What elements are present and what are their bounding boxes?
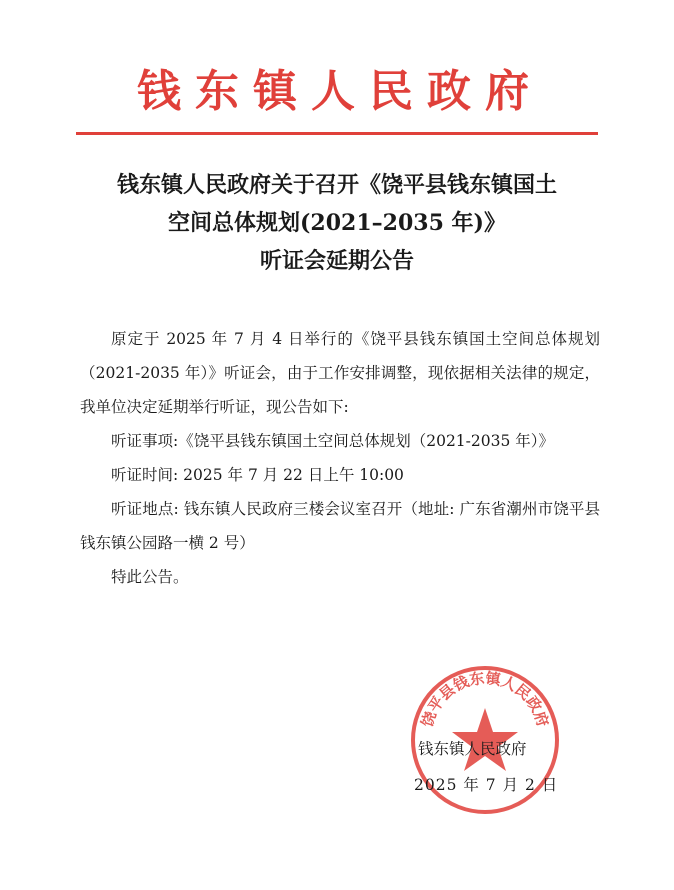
paragraph-closing: 特此公告。	[111, 568, 189, 586]
document-title	[60, 166, 614, 280]
title-line-2: 空间总体规划(2021–2035 年)》	[168, 210, 506, 236]
paragraph-hearing-matter: 听证事项:《饶平县钱东镇国土空间总体规划（2021-2035 年）》	[111, 432, 555, 450]
signature-date: 2025 年 7 月 2 日	[414, 776, 559, 794]
letterhead-divider	[76, 132, 598, 135]
signature-org: 钱东镇人民政府	[418, 740, 527, 758]
seal-text: 饶平县钱东镇人民政府	[418, 669, 552, 730]
paragraph-intro: 原定于 2025 年 7 月 4 日举行的《饶平县钱东镇国土空间总体规划（2021-2035 年）》听证会，由于工作安排调整，现依据相关法律的规定，我单位决定延期举行听证，现公告如下:	[80, 330, 600, 416]
paragraph-hearing-time: 听证时间: 2025 年 7 月 22 日上午 10:00	[111, 466, 404, 484]
title-line-1: 钱东镇人民政府关于召开《饶平县钱东镇国土	[116, 172, 557, 198]
letterhead-org-name: 钱东镇人民政府	[137, 66, 543, 117]
document-body	[80, 322, 600, 594]
title-line-3: 听证会延期公告	[259, 248, 414, 274]
paragraph-hearing-location: 听证地点: 钱东镇人民政府三楼会议室召开（地址: 广东省潮州市饶平县钱东镇公园路一横 2 号）	[80, 500, 600, 552]
